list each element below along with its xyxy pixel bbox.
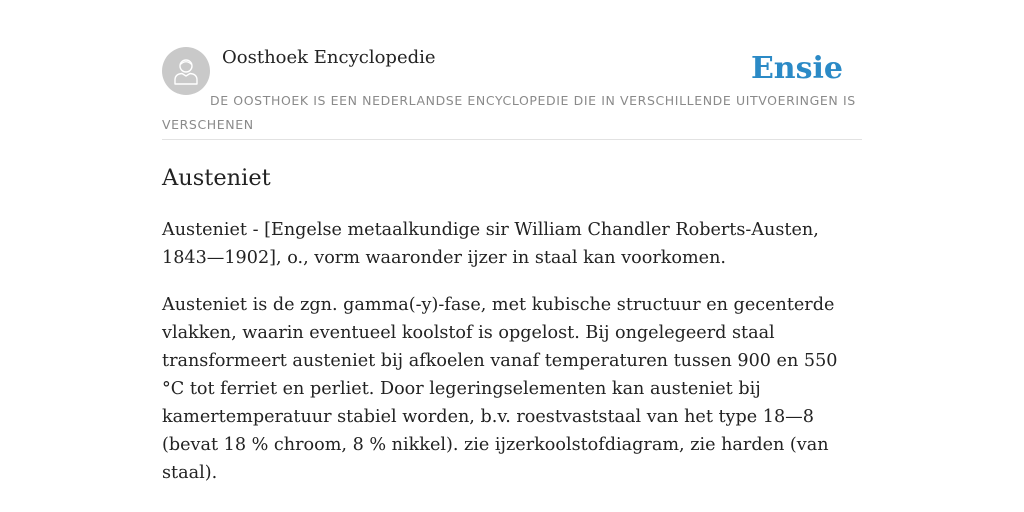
avatar[interactable] — [162, 47, 210, 95]
article-paragraph: Austeniet - [Engelse metaalkundige sir William Chandler Roberts-Austen, 1843—1902], o., vorm waaronder ijzer in staal kan voorkomen. — [162, 220, 819, 268]
source-header — [162, 0, 862, 140]
article-title: Austeniet — [162, 165, 271, 191]
article-paragraph: Austeniet is de zgn. gamma(-y)-fase, met kubische structuur en gecenterde vlakken, waarin eventueel koolstof is opgelost. Bij ongelegeerd staal transformeert austeniet bij afkoelen vanaf temperaturen tussen 900 en 550 °C tot ferriet en perliet. Door legeringselementen kan austeniet bij kamertemperatuur stabiel worden, b.v. roestvaststaal van het type 18—8 (bevat 18 % chroom, 8 % nikkel). zie ijzerkoolstofdiagram, zie harden (van staal). — [162, 295, 838, 483]
page — [162, 0, 862, 512]
brand-logo[interactable]: Ensie — [750, 51, 843, 86]
user-icon — [173, 57, 199, 85]
source-name-link[interactable]: Oosthoek Encyclopedie — [222, 47, 436, 68]
article-body — [162, 216, 862, 506]
source-description: DE OOSTHOEK IS EEN NEDERLANDSE ENCYCLOPEDIE DIE IN VERSCHILLENDE UITVOERINGEN IS VERSCHENEN — [162, 93, 856, 132]
